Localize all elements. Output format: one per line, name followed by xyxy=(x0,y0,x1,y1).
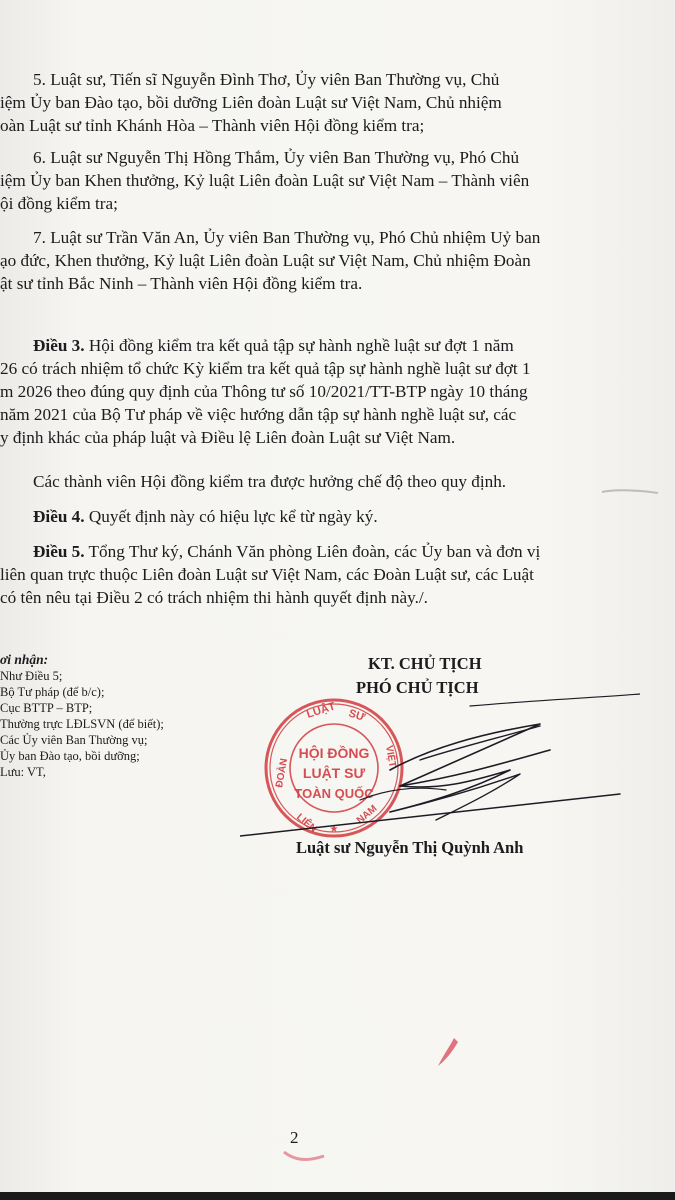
article-3-line-3: m 2026 theo đúng quy định của Thông tư số 10/2021/TT-BTP ngày 10 tháng xyxy=(0,382,528,401)
members-entitlement-line: Các thành viên Hội đồng kiểm tra được hưởng chế độ theo quy định. xyxy=(33,472,507,491)
item-7-line-3: ật sư tỉnh Bắc Ninh – Thành viên Hội đồng kiểm tra. xyxy=(0,274,363,293)
item-6-line-1: 6. Luật sư Nguyễn Thị Hồng Thắm, Ủy viên Ban Thường vụ, Phó Chủ xyxy=(33,148,520,167)
article-3-line-4: năm 2021 của Bộ Tư pháp về việc hướng dẫn tập sự hành nghề luật sư, các xyxy=(0,405,517,424)
item-5-line-3: oàn Luật sư tỉnh Khánh Hòa – Thành viên Hội đồng kiểm tra; xyxy=(0,116,425,135)
handwritten-signature xyxy=(240,690,640,840)
svg-text:LUẬT SƯ: LUẬT SƯ xyxy=(302,765,366,781)
article-3-first-rest: Hội đồng kiểm tra kết quả tập sự hành nghề luật sư đợt 1 năm xyxy=(84,336,514,355)
members-entitlement xyxy=(0,470,640,493)
recipients-title: ơi nhận: xyxy=(0,652,49,667)
svg-text:TOÀN QUỐC: TOÀN QUỐC xyxy=(294,786,374,801)
svg-text:★: ★ xyxy=(329,824,339,835)
article-3-lead: Điều 3. xyxy=(33,336,85,355)
item-5-line-1: 5. Luật sư, Tiến sĩ Nguyễn Đình Thơ, Ủy viên Ban Thường vụ, Chủ xyxy=(33,70,500,89)
article-5 xyxy=(0,540,640,609)
svg-text:NAM: NAM xyxy=(354,803,380,827)
article-5-line-1 xyxy=(0,540,640,563)
item-6 xyxy=(0,146,640,215)
item-5 xyxy=(0,68,640,137)
item-6-line-3: ội đồng kiểm tra; xyxy=(0,194,118,213)
article-3 xyxy=(0,334,640,449)
bottom-edge-bar xyxy=(0,1192,675,1200)
recipient-item: Thường trực LĐLSVN (để biết); xyxy=(0,717,164,731)
article-4-first-rest: Quyết định này có hiệu lực kể từ ngày ký. xyxy=(84,507,378,526)
svg-text:LIÊN: LIÊN xyxy=(294,811,319,835)
recipient-item: Ủy ban Đào tạo, bồi dưỡng; xyxy=(0,749,140,763)
signer-name: Luật sư Nguyễn Thị Quỳnh Anh xyxy=(296,838,524,857)
item-5-line-2: iệm Ủy ban Đào tạo, bồi dưỡng Liên đoàn Luật sư Việt Nam, Chủ nhiệm xyxy=(0,93,502,112)
recipient-item: Như Điều 5; xyxy=(0,669,63,683)
recipient-item: Lưu: VT, xyxy=(0,765,46,779)
svg-text:VIỆT: VIỆT xyxy=(383,744,398,769)
svg-text:SƯ: SƯ xyxy=(347,707,367,724)
article-5-line-2: liên quan trực thuộc Liên đoàn Luật sư Việt Nam, các Đoàn Luật sư, các Luật xyxy=(0,565,534,584)
red-ink-mark xyxy=(282,1146,326,1166)
item-6-line-2: iệm Ủy ban Khen thưởng, Kỷ luật Liên đoàn Luật sư Việt Nam – Thành viên xyxy=(0,171,530,190)
signature-title-2: PHÓ CHỦ TỊCH xyxy=(356,678,479,697)
recipient-item: Cục BTTP – BTP; xyxy=(0,701,93,715)
article-5-first-rest: Tổng Thư ký, Chánh Văn phòng Liên đoàn, các Ủy ban và đơn vị xyxy=(84,542,541,561)
article-4-lead: Điều 4. xyxy=(33,507,85,526)
article-3-line-2: 26 có trách nhiệm tổ chức Kỳ kiểm tra kết quả tập sự hành nghề luật sư đợt 1 xyxy=(0,359,531,378)
item-7 xyxy=(0,226,640,295)
signature-title-1: KT. CHỦ TỊCH xyxy=(368,654,482,673)
recipient-item: Bộ Tư pháp (để b/c); xyxy=(0,685,105,699)
page-number: 2 xyxy=(290,1128,299,1147)
article-3-line-5: y định khác của pháp luật và Điều lệ Liên đoàn Luật sư Việt Nam. xyxy=(0,428,456,447)
recipients-block xyxy=(0,652,164,780)
ink-smudge xyxy=(600,484,660,498)
item-7-line-1: 7. Luật sư Trần Văn An, Ủy viên Ban Thường vụ, Phó Chủ nhiệm Uỷ ban xyxy=(33,228,541,247)
recipient-item: Các Ủy viên Ban Thường vụ; xyxy=(0,733,148,747)
article-4 xyxy=(0,505,640,528)
svg-text:LUẬT: LUẬT xyxy=(305,700,337,721)
item-7-line-2: ạo đức, Khen thưởng, Kỷ luật Liên đoàn Luật sư Việt Nam, Chủ nhiệm Đoàn xyxy=(0,251,531,270)
svg-text:HỘI ĐỒNG: HỘI ĐỒNG xyxy=(298,745,370,761)
red-ink-mark xyxy=(430,1036,466,1070)
article-5-line-3: có tên nêu tại Điều 2 có trách nhiệm thi hành quyết định này./. xyxy=(0,588,428,607)
svg-text:ĐOÀN: ĐOÀN xyxy=(274,757,291,789)
article-4-line-1 xyxy=(0,505,640,528)
article-5-lead: Điều 5. xyxy=(33,542,85,561)
article-3-line-1 xyxy=(0,334,640,357)
